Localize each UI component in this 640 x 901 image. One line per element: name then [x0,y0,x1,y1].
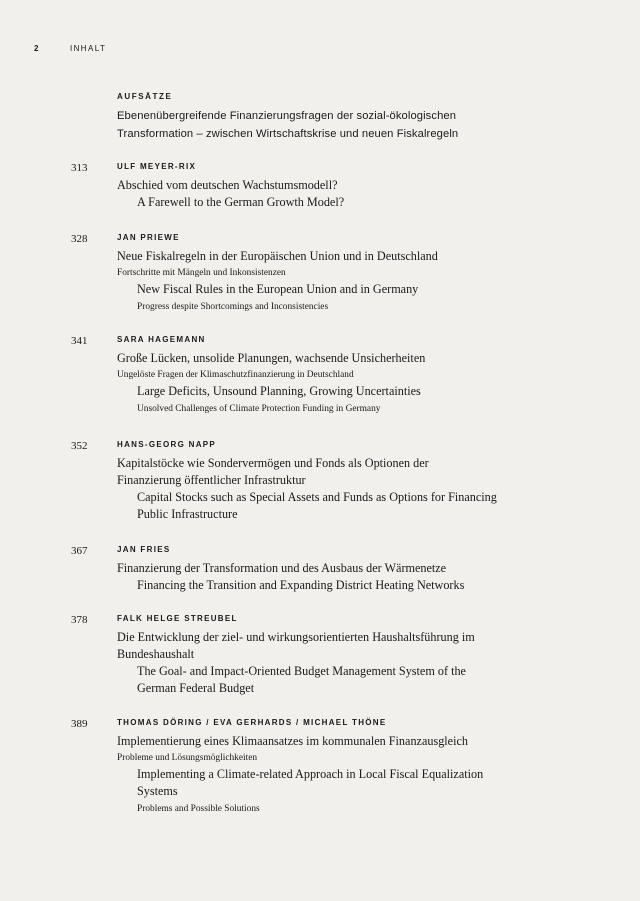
entry-body [117,718,537,818]
entry-page-number: 378 [71,614,88,626]
entry-title-english: Capital Stocks such as Special Assets and Funds as Options for Financing [137,490,497,504]
entry-page-number: 341 [71,335,88,347]
entry-body [117,233,537,316]
entry-title-english: Large Deficits, Unsound Planning, Growing Uncertainties [137,384,421,398]
entry-body [117,614,537,697]
entry-title-german: Große Lücken, unsolide Planungen, wachsende Unsicherheiten [117,351,426,365]
entry-page-number: 328 [71,233,88,245]
entry-author: ULF MEYER-RIX [117,162,197,171]
section-label: AUFSÄTZE [117,92,173,101]
entry-title-german: Bundeshaushalt [117,647,195,661]
entry-body [117,545,537,594]
entry-subtitle-english: Progress despite Shortcomings and Inconsistencies [137,302,329,312]
entry-subtitle-german: Ungelöste Fragen der Klimaschutzfinanzierung in Deutschland [117,370,354,380]
entry-author: FALK HELGE STREUBEL [117,614,238,623]
entry-title-english: Public Infrastructure [137,507,238,521]
entry-title-english: German Federal Budget [137,681,255,695]
entry-author: SARA HAGEMANN [117,335,206,344]
section-title-line: Ebenenübergreifende Finanzierungsfragen der sozial-ökologischen [117,110,457,122]
entry-title-german: Implementierung eines Klimaansatzes im kommunalen Finanzausgleich [117,734,468,748]
entry-title-german: Die Entwicklung der ziel- und wirkungsorientierten Haushaltsführung im [117,630,475,644]
entry-subtitle-german: Fortschritte mit Mängeln und Inkonsistenzen [117,268,286,278]
entry-body [117,440,537,523]
entry-title-english: Financing the Transition and Expanding District Heating Networks [137,578,465,592]
running-head: INHALT [70,44,107,53]
entry-title-german: Finanzierung öffentlicher Infrastruktur [117,473,306,487]
entry-title-english: A Farewell to the German Growth Model? [137,195,345,209]
entry-page-number: 367 [71,545,88,557]
entry-title-english: New Fiscal Rules in the European Union and in Germany [137,282,419,296]
entry-title-english: Systems [137,784,178,798]
page-number: 2 [34,44,39,53]
entry-subtitle-german: Probleme und Lösungsmöglichkeiten [117,753,258,763]
section-title-line: Transformation – zwischen Wirtschaftskrise und neuen Fiskalregeln [117,128,459,140]
entry-title-english: The Goal- and Impact-Oriented Budget Management System of the [137,664,466,678]
entry-page-number: 352 [71,440,88,452]
entry-page-number: 313 [71,162,88,174]
entry-title-german: Abschied vom deutschen Wachstumsmodell? [117,178,338,192]
entry-page-number: 389 [71,718,88,730]
entry-author: HANS-GEORG NAPP [117,440,217,449]
entry-author: JAN FRIES [117,545,171,554]
entry-title-german: Kapitalstöcke wie Sondervermögen und Fonds als Optionen der [117,456,429,470]
entry-author: JAN PRIEWE [117,233,180,242]
entry-body [117,162,537,211]
section-heading [117,92,617,143]
entry-title-german: Finanzierung der Transformation und des Ausbaus der Wärmenetze [117,561,447,575]
entry-subtitle-english: Problems and Possible Solutions [137,804,260,814]
entry-title-german: Neue Fiskalregeln in der Europäischen Union und in Deutschland [117,249,438,263]
entry-author: THOMAS DÖRING / EVA GERHARDS / MICHAEL THÖNE [117,718,387,727]
entry-subtitle-english: Unsolved Challenges of Climate Protection Funding in Germany [137,404,381,414]
entry-title-english: Implementing a Climate-related Approach in Local Fiscal Equalization [137,767,484,781]
entry-body [117,335,537,418]
